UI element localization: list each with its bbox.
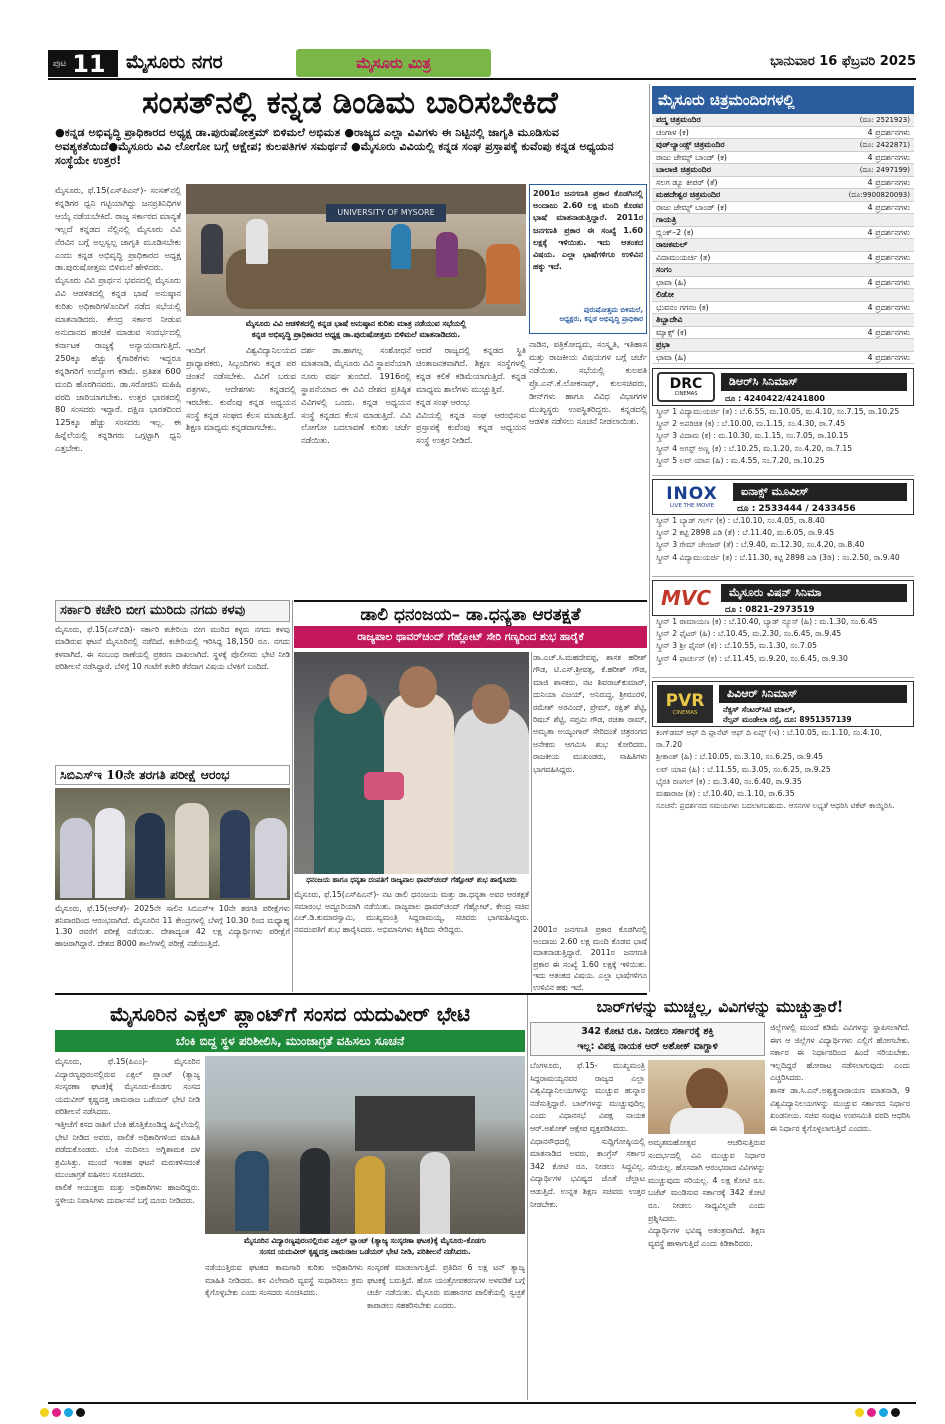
registration-dot (855, 1408, 864, 1417)
quote-credit: ಪುರುಷೋತ್ತಮ ಬಿಳಿಮಲೆ, ಅಧ್ಯಕ್ಷರು, ಕನ್ನಡ ಅಭಿವೃದ್ಧಿ ಪ್ರಾಧಿಕಾರ (559, 306, 643, 323)
plant-caption: ಮೈಸೂರಿನ ವಿದ್ಯಾರಣ್ಯಪುರಂನಲ್ಲಿರುವ ಎಕ್ಸಲ್ ಪ್ಲಾಂಟ್ (ತ್ಯಾಜ್ಯ ಸಂಸ್ಕರಣಾ ಘಟಕ)ಕ್ಕೆ ಮೈಸೂರು-ಕೊಡಗು ಸಂಸದ ಯದುವೀರ್ ಕೃಷ್ಣದತ್ತ ಚಾಮರಾಜ ಒಡೆಯರ್ ಭೇಟಿ ನೀಡಿ, ಪರಿಶೀಲನೆ ನಡೆಸಿದರು. (244, 1236, 486, 1256)
wedding-subhead: ರಾಜ್ಯಪಾಲ ಥಾವರ್‌ಚಂದ್ ಗೆಹ್ಲೋಟ್ ಸೇರಿ ಗಣ್ಯರಿಂದ ಶುಭ ಹಾರೈಕೆ (357, 630, 584, 643)
wedding-col-right: ಡಾ.ಎಚ್.ಸಿ.ಮಹದೇವಪ್ಪ, ಶಾಸಕ ಹರೀಶ್ ಗೌಡ, ಟಿ.ಎಸ್.ಶ್ರೀವತ್ಸ, ಕೆ.ಹರೀಶ್ ಗೌಡ, ಮಾಜಿ ಶಾಸಕರು, ನಟ ಶಿವರಾಜ್‌ಕುಮಾರ್, ದುನಿಯಾ ವಿಜಯ್, ಅನಿರುದ್ಧ, ಶ್ರೀಮುರಳಿ, ರಮೇಶ್ ಅರವಿಂದ್, ಪ್ರೇಮ್, ರಕ್ಷಿತ್ ಶೆಟ್ಟಿ, ರಿಷಬ್ ಶೆಟ್ಟಿ, ಸಪ್ತಮಿ ಗೌಡ, ರಚಿತಾ ರಾಮ್, ಅಮೃತಾ ಅಯ್ಯಂಗಾರ್ ಸೇರಿದಂತೆ ಚಿತ್ರರಂಗದ ಅನೇಕರು ಆಗಮಿಸಿ ಶುಭ ಕೋರಿದರು. ರಾಜಕೀಯ ಮುಖಂಡರು, ಸಾಹಿತಿಗಳು ಭಾಗವಹಿಸಿದ್ದರು. (533, 653, 647, 774)
lead-photo-caption: ಮೈಸೂರು ವಿವಿ ಆಡಳಿತದಲ್ಲಿ ಕನ್ನಡ ಭಾಷೆ ಅನುಷ್ಠಾನ ಕುರಿತು ಮಾತ್ರ ನಡೆಯುವ ಸಭೆಯಲ್ಲಿ ಕನ್ನಡ ಅಭಿವೃದ್ಧಿ ಪ್ರಾಧಿಕಾರದ ಅಧ್ಯಕ್ಷ ಡಾ.ಪುರುಷೋತ್ತಮ ಬಿಳಿಮಲೆ ಮಾತನಾಡಿದರು. (245, 319, 467, 339)
mvc-phone: ದೂ : 0821–2973519 (725, 605, 815, 615)
bars-headline: ಬಾರ್‌ಗಳನ್ನು ಮುಚ್ಚಲ್ಲ, ವಿವಿಗಳನ್ನು ಮುಚ್ಚುತ್ತಾರೆ! (596, 997, 844, 1016)
plant-banner-text: ಬೆಂಕಿ ಬಿದ್ದ ಸ್ಥಳ ಪರಿಶೀಲಿಸಿ, ಮುಂಜಾಗ್ರತೆ ವಹಿಸಲು ಸೂಚನೆ (175, 1033, 405, 1048)
lead-deck: ●ಕನ್ನಡ ಅಭಿವೃದ್ಧಿ ಪ್ರಾಧಿಕಾರದ ಅಧ್ಯಕ್ಷ ಡಾ.ಪುರುಷೋತ್ತಮ್ ಬಿಳಿಮಲೆ ಅಭಿಮತ ●ರಾಜ್ಯದ ಎಲ್ಲಾ ವಿವಿಗಳು ಈ ನಿಟ್ಟಿನಲ್ಲಿ ಜಾಗೃತಿ ಮೂಡಿಸುವ ಅವಶ್ಯಕತೆಯಿದೆ●ಮೈಸೂರು ವಿವಿ ಲೋಗೋ ಬಗ್ಗೆ ಆಕ್ಷೇಪ; ಕುಲಪತಿಗಳ ಸಮರ್ಥನೆ ●ಮೈಸೂರು ವಿವಿಯಲ್ಲಿ ಕನ್ನಡ ಸಂಘ ಪ್ರಸ್ತಾಪಕ್ಕೆ ಕುವೆಂಪು ಕನ್ನಡ ಅಧ್ಯಯನ ಸಂಸ್ಥೆಯೇ ಉತ್ತರ! (55, 126, 614, 167)
theatre-name: ವುಡ್‌ಲ್ಯಾಂಡ್ಸ್ ಚಿತ್ರಮಂದಿರ (656, 140, 725, 149)
inox-schedule: ಸ್ಕ್ರೀನ್ 1 ಬ್ಯಾಡ್ ಗರ್ಲ್ (ಕ) : ಬೆ.10.10, ಸಂ.4.05, ರಾ.8.40 ಸ್ಕ್ರೀನ್ 2 ಕಟ್ಟಿ 2898 ಎಡಿ (ತೆ) : ಬೆ.11.40, ಮ.6.05, ರಾ.9.45 ಸ್ಕ್ರೀನ್ 3 ಗೇಮ್ ಚೇಂಜರ್ (ತೆ) : ಬೆ.9.40, ಮ.12.30, ಸಂ.4.20, ರಾ.8.40 ಸ್ಕ್ರೀನ್ 4 ವಿದ್ಯಾಮುಯರ್ಚಿ (ತ) : ಬೆ.11.30, ಕಟ್ಟಿ 2898 ಎಡಿ (3ಡಿ) : ಸಂ.2.50, ರಾ.9.40 (652, 515, 914, 577)
theatre-shows: 4 ಪ್ರದರ್ಶನಗಳು (867, 327, 910, 337)
pvr-logo-sub: CINEMAS (672, 709, 698, 716)
theatre-name: ಬಾಲಾಜಿ ಚಿತ್ರಮಂದಿರ (656, 165, 711, 174)
theatre-shows: 4 ಪ್ರದರ್ಶನಗಳು (867, 177, 910, 187)
lead-col-1: ಮೈಸೂರು, ಫೆ.15(ಎಸ್‌ಪಿಎನ್)- ಸಂಸತ್‌ನಲ್ಲಿ ಕನ್ನಡಿಗರ ಧ್ವನಿ ಗಟ್ಟಿಯಾಗಿದ್ದು ಜನಪ್ರತಿನಿಧಿಗಳ ಆಯ್ಕೆ ನಡೆಯಬೇಕಿದೆ. ರಾಜ್ಯ ಸರ್ಕಾರದ ಮಾನ್ಯತೆ ಇಲ್ಲದೆ ಕನ್ನಡದ ನೆಲ್ಲಿನಲ್ಲಿ ಮೈಸೂರು ವಿವಿ ನೆರವಿನ ಬಗ್ಗೆ ಅಲ್ಪಸ್ವಲ್ಪ ಜಾಗೃತಿ ಮೂಡಿಸಬೇಕು ಎಂದು ಕನ್ನಡ ಅಭಿವೃದ್ಧಿ ಪ್ರಾಧಿಕಾರದ ಅಧ್ಯಕ್ಷ ಡಾ.ಪುರುಷೋತ್ತಮ ಬಿಳಿಮಲೆ ಹೇಳಿದರು. ಮೈಸೂರು ವಿವಿ ಪ್ರಾರ್ಥನ ಭವನದಲ್ಲಿ ಮೈಸೂರು ವಿವಿ ಆಡಳಿತದಲ್ಲಿ ಕನ್ನಡ ಭಾಷೆ ಅನುಷ್ಠಾನ ಕುರಿತು ಅಧಿಕಾರಿಗಳೊಂದಿಗೆ ನಡೆದ ಸಭೆಯಲ್ಲಿ ಮಾತನಾಡಿದರು. ಕೇಂದ್ರ ಸರ್ಕಾರ ನೀಡುವ ಅನುದಾನದ ಹಂಚಿಕೆ ಮಾಡುವ ಸಂದರ್ಭದಲ್ಲಿ ಕರ್ನಾಟಕ ರಾಜ್ಯಕ್ಕೆ ಅನ್ಯಾಯವಾಗುತ್ತಿದೆ. 250ಕ್ಕೂ ಹೆಚ್ಚು ಕೈಗಾರಿಕೆಗಳು ಇದ್ದರೂ ಕನ್ನಡಿಗರಿಗೆ ಉದ್ಯೋಗ ಕಡಿಮೆ. ಪ್ರತಿಶತ 600 ಮಂದಿ ಹೊರಗಿನವರು. ಡಾ.ಸರೋಜಿನಿ ಮಹಿಷಿ ವರದಿ ಜಾರಿಯಾಗಬೇಕು. ಉತ್ತರ ಭಾರತದಲ್ಲಿ 80 ಸಂಸದರು ಇದ್ದಾರೆ. ದಕ್ಷಿಣ ಭಾರತದಿಂದ 125ಕ್ಕೂ ಹೆಚ್ಚು ಸಂಸದರು ಇಲ್ಲ. ಈ ಹಿನ್ನೆಲೆಯಲ್ಲಿ ಕನ್ನಡಿಗರು ಒಗ್ಗಟ್ಟಾಗಿ ಧ್ವನಿ ಎತ್ತಬೇಕು. (55, 185, 181, 454)
drc-logo-sub: CINEMAS (674, 391, 698, 397)
registration-dot (52, 1408, 61, 1417)
masthead-box (296, 49, 491, 77)
theatre-phone: (ದೂ:9900820093) (848, 191, 910, 199)
theatre-name: ಮಹದೇಶ್ವರ ಚಿತ್ರಮಂದಿರ (656, 190, 721, 199)
theatre-phone: (ದೂ: 2497199) (859, 166, 910, 174)
registration-dot (867, 1408, 876, 1417)
bars-col-3: ಜಿಲ್ಲೆಗಳಲ್ಲಿ ಮುಂದೆ ಕಡಿಮೆ ವಿವಿಗಳನ್ನು ಸ್ಥಾಪಿಸಲಾಗಿದೆ. ಈಗ ಆ ಜಿಲ್ಲೆಗಳ ವಿದ್ಯಾರ್ಥಿಗಳು ಎಲ್ಲಿಗೆ ಹೋಗಬೇಕು. ಸರ್ಕಾರ ಈ ನಿರ್ಧಾರದಿಂದ ಹಿಂದೆ ಸರಿಯಬೇಕು. ಇಲ್ಲದಿದ್ದರೆ ಹೋರಾಟ ನಡೆಸಲಾಗುವುದು ಎಂದು ಎಚ್ಚರಿಸಿದರು. ಶಾಸಕ ಡಾ.ಸಿ.ಎನ್.ಅಶ್ವತ್ಥನಾರಾಯಣ ಮಾತನಾಡಿ, 9 ವಿಶ್ವವಿದ್ಯಾನಿಲಯಗಳನ್ನು ಮುಚ್ಚುವ ಸರ್ಕಾರದ ನಿರ್ಧಾರ ಖಂಡನೀಯ. ಸಚಿವ ಸಂಪುಟ ಉಪಸಮಿತಿ ವರದಿ ಆಧರಿಸಿ ಈ ನಿರ್ಧಾರ ಕೈಗೊಳ್ಳಲಾಗುತ್ತಿದೆ ಎಂದರು. (770, 1023, 910, 1133)
lead-col-2: ಇಂದಿಗೆ ವಿಶ್ವವಿದ್ಯಾನಿಲಯದ ಪ್ರಾಧ್ಯಾಪಕರು, ಸಿಬ್ಬಂದಿಗಳು ಕನ್ನಡ ಪರ ಚಿಂತನೆ ನಡೆಸಬೇಕು. ವಿವಿಗೆ ಬರುವ ಪತ್ರಗಳು, ಆದೇಶಗಳು ಕನ್ನಡದಲ್ಲಿ ಇರಬೇಕು. ಕುವೆಂಪು ಕನ್ನಡ ಅಧ್ಯಯನ ಸಂಸ್ಥೆ ಕನ್ನಡ ಸಂಘದ ಕೆಲಸ ಮಾಡುತ್ತಿದೆ. ಶಿಕ್ಷಣ ಮಾಧ್ಯಮ ಕನ್ನಡವಾಗಬೇಕು. (186, 345, 296, 433)
lead-col-3: ದರ್ಶ ಡಾ.ಹಾಗಲ್ಲ ಸಂಶೋಧನೆ ಮಾತನಾಡಿ, ಮೈಸೂರು ವಿವಿ ಸ್ಥಾಪನೆಯಾಗಿ ನೂರು ವರ್ಷ ತುಂಬಿದೆ. 1916ರಲ್ಲಿ ಸ್ಥಾಪನೆಯಾದ ಈ ವಿವಿ ದೇಶದ ಪ್ರತಿಷ್ಠಿತ ವಿವಿಗಳಲ್ಲಿ ಒಂದು. ಕನ್ನಡ ಅಧ್ಯಯನ ಸಂಸ್ಥೆ ಕನ್ನಡದ ಕೆಲಸ ಮಾಡುತ್ತಿದೆ. ವಿವಿ ಲೋಗೋ ಬದಲಾವಣೆ ಕುರಿತು ಚರ್ಚೆ ನಡೆಯಿತು. (301, 345, 411, 446)
theatre-show-row (652, 152, 914, 165)
theatre-name: ಗಾಯತ್ರಿ (656, 215, 677, 224)
theatre-phone: (ದೂ: 2422871) (859, 141, 910, 149)
theatre-name-row (652, 214, 914, 227)
registration-dot (891, 1408, 900, 1417)
wedding-col-right-2: 2001ರ ಜನಗಣತಿ ಪ್ರಕಾರ ಕೊಡಗಿನಲ್ಲಿ ಅಂದಾಜು 2.60 ಲಕ್ಷ ಮಂದಿ ಕೊಡವ ಭಾಷೆ ಮಾತನಾಡುತ್ತಿದ್ದಾರೆ. 2011ರ ಜನಗಣತಿ ಪ್ರಕಾರ ಈ ಸಂಖ್ಯೆ 1.60 ಲಕ್ಷಕ್ಕೆ ಇಳಿಯಿತು. ಇದು ಆತಂಕದ ವಿಷಯ. ಎಲ್ಲಾ ಭಾಷೆಗಳಿಗೂ ಉಳಿವಿನ ಹಕ್ಕು ಇದೆ. (533, 925, 647, 991)
plant-photo (205, 1056, 525, 1234)
registration-dot (76, 1408, 85, 1417)
wedding-caption: ಧನಂಜಯ ಹಾಗೂ ಧನ್ಯತಾ ದಂಪತಿಗೆ ರಾಜ್ಯಪಾಲ ಥಾವರ್‌ಚಂದ್ ಗೆಹ್ಲೋಟ್ ಶುಭ ಹಾರೈಸಿದರು (306, 876, 517, 884)
sidebar-title: ಮೈಸೂರು ಚಿತ್ರಮಂದಿರಗಳಲ್ಲಿ (658, 91, 795, 109)
theatre-movie: ವಿದಾಮುಯರ್ಚಿ (ತ) (656, 252, 711, 262)
office-headline-box (55, 600, 290, 622)
theatre-shows: 4 ಪ್ರದರ್ಶನಗಳು (867, 202, 910, 212)
wedding-headline: ಡಾಲಿ ಧನಂಜಯ– ಡಾ.ಧನ್ಯತಾ ಆರತಕ್ಷತೆ (360, 605, 581, 625)
pvr-subname: ನೆಕ್ಸಸ್ ಸೆಂಟರ್‌ಸಿಟಿ ಮಾಲ್, (723, 705, 796, 714)
drc-banner (652, 368, 914, 406)
bars-subhead-box (530, 1022, 765, 1056)
office-headline: ಸರ್ಕಾರಿ ಕಚೇರಿ ಬೀಗ ಮುರಿದು ನಗದು ಕಳವು (60, 603, 246, 618)
theatre-show-row (652, 252, 914, 265)
theatre-shows: 4 ಪ್ರದರ್ಶನಗಳು (867, 152, 910, 162)
lead-col-5: ನಾಡಿನ, ಪತ್ರಿಕೋದ್ಯಮ, ಸಂಸ್ಕೃತಿ, ಇತಿಹಾಸ ಮತ್ತು ರಾಜಕೀಯ ವಿಷಯಗಳ ಬಗ್ಗೆ ಚರ್ಚೆ ನಡೆಯಿತು. ಸಭೆಯಲ್ಲಿ ಕುಲಪತಿ ಪ್ರೊ.ಎನ್.ಕೆ.ಲೋಕನಾಥ್, ಕುಲಸಚಿವರು, ಡೀನ್‌ಗಳು ಹಾಗೂ ವಿವಿಧ ವಿಭಾಗಗಳ ಮುಖ್ಯಸ್ಥರು ಉಪಸ್ಥಿತರಿದ್ದರು. ಕನ್ನಡದಲ್ಲಿ ಆಡಳಿತ ನಡೆಸಲು ಸೂಚನೆ ನೀಡಲಾಯಿತು. (529, 339, 647, 427)
inox-logo-text: INOX (666, 483, 718, 504)
inox-phone: ದೂ : 2533444 / 2433456 (737, 504, 856, 514)
wedding-subhead-box (294, 626, 647, 648)
mvc-schedule: ಸ್ಕ್ರೀನ್ 1 ರಾಮಾಯಣ (ಕ) : ಬೆ.10.40, ಬ್ಯಾಡ್ ನ್ಯೂಸ್ (ಹಿ) : ಮ.1.30, ಸಂ.6.45 ಸ್ಕ್ರೀನ್ 2 ಫೈಟರ್ (ಹಿ) : ಬೆ.10.45, ಮ.2.30, ಸಂ.6.45, ರಾ.9.45 ಸ್ಕ್ರೀನ್ 3 ಶ್ರೀ ಫೈನರ್ (ಕ) : ಬೆ.10.55, ಮ.1.30, ಸಂ.7.05 ಸ್ಕ್ರೀನ್ 4 ಫಾರ್ಚುನ್ (ಕ) : ಬೆ.11.45, ಮ.9.20, ಸಂ.6.45, ರಾ.9.30 (652, 616, 914, 678)
theatre-name: ರಾಜಕಮಲ್ (656, 240, 688, 249)
theatre-show-row (652, 127, 914, 140)
theatre-show-row (652, 327, 914, 340)
theatre-shows: 4 ಪ್ರದರ್ಶನಗಳು (867, 302, 910, 312)
theatre-movie: ಚಂಗಾಳ (ಕ) (656, 127, 689, 137)
theatre-show-row (652, 352, 914, 365)
bars-col-1: ಬೆಂಗಳೂರು, ಫೆ.15- ಮುಖ್ಯಮಂತ್ರಿ ಸಿದ್ದರಾಮಯ್ಯನವರ ರಾಜ್ಯದ ಎಲ್ಲಾ ವಿಶ್ವವಿದ್ಯಾನಿಲಯಗಳನ್ನು ಮುಚ್ಚುವ ಹುನ್ನಾರ ನಡೆಸುತ್ತಿದ್ದಾರೆ. ಬಾರ್‌ಗಳನ್ನು ಮುಚ್ಚುವುದಿಲ್ಲ ಎಂದು ವಿಧಾನಸಭೆ ವಿಪಕ್ಷ ನಾಯಕ ಆರ್.ಅಶೋಕ್ ಆಕ್ಷೇಪ ವ್ಯಕ್ತಪಡಿಸಿದರು. ವಿಧಾನಸೌಧದಲ್ಲಿ ಸುದ್ದಿಗೋಷ್ಠಿಯಲ್ಲಿ ಮಾತನಾಡಿದ ಅವರು, ಕಾಂಗ್ರೆಸ್ ಸರ್ಕಾರ 342 ಕೋಟಿ ರೂ. ನೀಡಲು ಸಿದ್ಧವಿಲ್ಲ. ವಿದ್ಯಾರ್ಥಿಗಳ ಭವಿಷ್ಯದ ಜೊತೆ ಚೆಲ್ಲಾಟ ಆಡುತ್ತಿದೆ. ಉನ್ನತ ಶಿಕ್ಷಣ ಸಚಿವರು ಉತ್ತರ ನೀಡಬೇಕು. (530, 1061, 645, 1209)
theatre-name: ಪ್ರಭಾ (656, 340, 670, 349)
sslc-headline: ಸಿಬಿಎಸ್‌ಇ 10ನೇ ತರಗತಿ ಪರೀಕ್ಷೆ ಆರಂಭ (60, 767, 230, 782)
sslc-photo (55, 788, 290, 900)
pvr-schedule: ಕಿಂಗ್‌ಡಮ್ ಆಫ್ ದಿ ಪ್ಲಾನೆಟ್ ಆಫ್ ದಿ ಏಪ್ಸ್ (ಇ) : ಬೆ.10.05, ಮ.1.10, ಸಂ.4.10, ರಾ.7.20 ಶ್ರೀಕಾಂತ್ (ಹಿ) : ಬೆ.10.05, ಮ.3.10, ಸಂ.6.25, ರಾ.9.45 ಲವ್ ಯಾಪ (ಹಿ) : ಬೆ.11.55, ಮ.3.05, ಸಂ.6.25, ರಾ.9.25 ಭೈರತಿ ರಣಗಲ್ (ಕ) : ಮ.3.40, ಸಂ.6.40, ರಾ.9.35 ಮಹಾರಾಜ (ತ) : ಬೆ.10.40, ಮ.1.10, ರಾ.6.35 ಸೂಚನೆ: ಪ್ರದರ್ಶನದ ಸಮಯಗಳು ಬದಲಾಗಬಹುದು. ಆಸನಗಳ ಲಭ್ಯತೆ ಆಧರಿಸಿ ಟಿಕೆಟ್ ಕಾಯ್ದಿರಿಸಿ. (656, 728, 895, 811)
drc-logo (657, 372, 715, 402)
sslc-headline-box (55, 765, 290, 785)
theatre-name: ಪದ್ಮ ಚಿತ್ರಮಂದಿರ (656, 115, 701, 124)
wedding-photo (294, 652, 529, 874)
theatre-movie: ಭುವನಂ ಗಗನಂ (ಕ) (656, 302, 709, 312)
theatre-name-row (652, 139, 914, 152)
theatre-show-row (652, 227, 914, 240)
masthead: ಮೈಸೂರು ಮಿತ್ರ (356, 54, 431, 72)
office-text: ಮೈಸೂರು, ಫೆ.15(ಎಸ್‌ಬಿಡಿ)- ಸರ್ಕಾರಿ ಕಚೇರಿಯ ಬೀಗ ಮುರಿದ ಕಳ್ಳರು ನಗದು ಕಳವು ಮಾಡಿರುವ ಘಟನೆ ಮೈಸೂರಿನಲ್ಲಿ ನಡೆದಿದೆ. ಕಚೇರಿಯಲ್ಲಿ ಇರಿಸಿದ್ದ 18,150 ರೂ. ನಗದು ಕಳವಾಗಿದೆ. ಈ ಸಂಬಂಧ ಠಾಣೆಯಲ್ಲಿ ಪ್ರಕರಣ ದಾಖಲಾಗಿದೆ. ಸ್ಥಳಕ್ಕೆ ಪೊಲೀಸರು ಭೇಟಿ ನೀಡಿ ಪರಿಶೀಲನೆ ನಡೆಸಿದ್ದಾರೆ. ಬೆಳಿಗ್ಗೆ 10 ಗಂಟೆಗೆ ಕಚೇರಿ ತೆರೆದಾಗ ವಿಷಯ ಬೆಳಕಿಗೆ ಬಂದಿದೆ. (55, 625, 290, 672)
drc-name: ಡಿಆರ್‌ಸಿ ಸಿನಿಮಾಸ್ (721, 373, 907, 391)
theatre-name: ಸಂಗಂ (656, 265, 672, 274)
theatre-name-row (652, 289, 914, 302)
lead-headline: ಸಂಸತ್‌ನಲ್ಲಿ ಕನ್ನಡ ಡಿಂಡಿಮ ಬಾರಿಸಬೇಕಿದೆ (142, 85, 558, 121)
plant-col-1: ಮೈಸೂರು, ಫೆ.15(ಪಿಎಂ)- ಮೈಸೂರಿನ ವಿದ್ಯಾರಣ್ಯಪುರಂನಲ್ಲಿರುವ ಎಕ್ಸಲ್ ಪ್ಲಾಂಟ್ (ತ್ಯಾಜ್ಯ ಸಂಸ್ಕರಣಾ ಘಟಕ)ಕ್ಕೆ ಮೈಸೂರು-ಕೊಡಗು ಸಂಸದ ಯದುವೀರ್ ಕೃಷ್ಣದತ್ತ ಚಾಮರಾಜ ಒಡೆಯರ್ ಭೇಟಿ ನೀಡಿ ಪರಿಶೀಲನೆ ನಡೆಸಿದರು. ಇತ್ತೀಚೆಗೆ ಕಸದ ರಾಶಿಗೆ ಬೆಂಕಿ ಹೊತ್ತಿಕೊಂಡಿದ್ದ ಹಿನ್ನೆಲೆಯಲ್ಲಿ ಭೇಟಿ ನೀಡಿದ ಅವರು, ಪಾಲಿಕೆ ಅಧಿಕಾರಿಗಳಿಂದ ಮಾಹಿತಿ ಪಡೆದುಕೊಂಡರು. ಬೆಂಕಿ ನಂದಿಸಲು ಅಗ್ನಿಶಾಮಕ ದಳ ಶ್ರಮಿಸಿತ್ತು. ಮುಂದೆ ಇಂತಹ ಘಟನೆ ಮರುಕಳಿಸದಂತೆ ಮುಂಜಾಗ್ರತೆ ವಹಿಸಲು ಸೂಚಿಸಿದರು. ಪಾಲಿಕೆ ಆಯುಕ್ತರು ಮತ್ತು ಅಧಿಕಾರಿಗಳು ಹಾಜರಿದ್ದರು. ಸ್ಥಳೀಯ ನಿವಾಸಿಗಳು ದುರ್ವಾಸನೆ ಬಗ್ಗೆ ದೂರು ನೀಡಿದರು. (55, 1057, 200, 1205)
theatre-show-row (652, 202, 914, 215)
wedding-col-bottom: ಮೈಸೂರು, ಫೆ.15(ಎಸ್‌ಪಿಎನ್)- ನಟ ಡಾಲಿ ಧನಂಜಯ ಮತ್ತು ಡಾ.ಧನ್ಯತಾ ಅವರ ಆರತಕ್ಷತೆ ಸಮಾರಂಭ ಅದ್ದೂರಿಯಾಗಿ ನಡೆಯಿತು. ರಾಜ್ಯಪಾಲ ಥಾವರ್‌ಚಂದ್ ಗೆಹ್ಲೋಟ್, ಕೇಂದ್ರ ಸಚಿವ ಎಚ್.ಡಿ.ಕುಮಾರಸ್ವಾಮಿ, ಮುಖ್ಯಮಂತ್ರಿ ಸಿದ್ದರಾಮಯ್ಯ, ಸಚಿವರು ಭಾಗವಹಿಸಿದ್ದರು. ನವದಂಪತಿಗೆ ಶುಭ ಹಾರೈಸಿದರು. ಅಭಿಮಾನಿಗಳು ಕಿಕ್ಕಿರಿದು ಸೇರಿದ್ದರು. (294, 890, 529, 934)
theatre-name-row (652, 114, 914, 127)
theatre-movie: ಮ್ಯಾಕ್ಸ್ (ಕ) (656, 327, 687, 337)
cinema-sidebar (652, 86, 914, 986)
lead-col-4: ಆದರೆ ರಾಜ್ಯದಲ್ಲಿ ಕನ್ನಡದ ಸ್ಥಿತಿ ಚಿಂತಾಜನಕವಾಗಿದೆ. ಶಿಕ್ಷಣ ಸಂಸ್ಥೆಗಳಲ್ಲಿ ಕನ್ನಡ ಕಲಿಕೆ ಕಡಿಮೆಯಾಗುತ್ತಿದೆ. ಕನ್ನಡ ಮಾಧ್ಯಮ ಶಾಲೆಗಳು ಮುಚ್ಚುತ್ತಿವೆ. ಕನ್ನಡ ಸಂಘ ಆರಂಭ ವಿವಿಯಲ್ಲಿ ಕನ್ನಡ ಸಂಘ ಆರಂಭಿಸುವ ಪ್ರಸ್ತಾಪಕ್ಕೆ ಕುವೆಂಪು ಕನ್ನಡ ಅಧ್ಯಯನ ಸಂಸ್ಥೆ ಉತ್ತರ ನೀಡಿದೆ. (416, 345, 526, 446)
mvc-logo-text: MVC (660, 586, 712, 610)
theatre-name-row (652, 339, 914, 352)
pvr-logo-text: PVR (665, 690, 705, 711)
theatre-name-row (652, 264, 914, 277)
drc-schedule: ಸ್ಕ್ರೀನ್ 1 ವಿದ್ಯಾಮುಯರ್ಚಿ (ತ) : ಬೆ.6.55, ಮ.10.05, ಮ.4.10, ಸಂ.7.15, ರಾ.10.25 ಸ್ಕ್ರೀನ್ 2 ಅಪರಿಚಿತ (ಕ) : ಬೆ.10.00, ಮ.1.15, ಸಂ.4.30, ರಾ.7.45 ಸ್ಕ್ರೀನ್ 3 ವಿದಾಮ (ಕ) : ಮ.10.30, ಮ.1.15, ಸಂ.7.05, ರಾ.10.15 ಸ್ಕ್ರೀನ್ 4 ಅಗಸ್ಟ್ ಅಣ್ಣ (ಕ) : ಬೆ.10.25, ಮ.1.20, ಸಂ.4.20, ರಾ.7.15 ಸ್ಕ್ರೀನ್ 5 ಲವ್ ಯಾಪ (ಹಿ) : ಮ.4.55, ಸಂ.7.20, ರಾ.10.25 (652, 406, 914, 476)
page-number-badge (48, 50, 118, 77)
registration-dot (40, 1408, 49, 1417)
page-header (48, 46, 916, 80)
theatre-movie: ಛಾವಾ (ಹಿ) (656, 352, 687, 362)
inox-banner (652, 479, 914, 515)
drc-logo-text: DRC (669, 376, 703, 392)
plant-banner (55, 1030, 525, 1052)
wedding-headline-box (294, 600, 647, 626)
mvc-banner (652, 580, 914, 616)
theatre-shows: 4 ಪ್ರದರ್ಶನಗಳು (867, 352, 910, 362)
theatre-movie: ಛಾವಾ (ಹಿ) (656, 277, 687, 287)
sidebar-title-box (652, 86, 914, 114)
theatre-phone: (ದೂ: 2521923) (859, 116, 910, 124)
mvc-logo (657, 584, 715, 612)
registration-dot (879, 1408, 888, 1417)
theatre-name: ಲಿಡೋ (656, 290, 674, 299)
bars-subhead: 342 ಕೋಟಿ ರೂ. ನೀಡಲು ಸರ್ಕಾರಕ್ಕೆ ಶಕ್ತಿ ಇಲ್ಲ: ವಿಪಕ್ಷ ನಾಯಕ ಆರ್ ಅಶೋಕ್ ವಾಗ್ದಾಳಿ (577, 1026, 718, 1052)
theatre-shows: 4 ಪ್ರದರ್ಶನಗಳು (867, 252, 910, 262)
theatre-name: ತಿಬ್ಬಾದೇವಿ (656, 315, 683, 324)
ashok-photo (648, 1060, 765, 1134)
theatre-list (652, 114, 914, 364)
registration-dot (64, 1408, 73, 1417)
drc-phone: ದೂ : 4240422/4241800 (725, 394, 825, 403)
theatre-movie: ರಾಜು ಜೇಮ್ಸ್ ಬಾಂಡ್ (ಕ) (656, 202, 727, 212)
plant-col-2: ನಡೆಯುತ್ತಿರುವ ಘಟಕದ ಕಾಮಗಾರಿ ಕುರಿತು ಅಧಿಕಾರಿಗಳು ಮಾಹಿತಿ ನೀಡಿದರು. ಕಸ ವಿಲೇವಾರಿ ವ್ಯವಸ್ಥೆ ಸುಧಾರಿಸಲು ಕ್ರಮ ಕೈಗೊಳ್ಳಬೇಕು ಎಂದು ಸಂಸದರು ಸೂಚಿಸಿದರು. (205, 1263, 363, 1298)
theatre-name-row (652, 239, 914, 252)
lead-quote-box (529, 184, 647, 334)
inox-name: ಐನಾಕ್ಸ್ ಮೂವೀಸ್ (733, 483, 907, 501)
quote-text: 2001ರ ಜನಗಣತಿ ಪ್ರಕಾರ ಕೊಡಗಿನಲ್ಲಿ ಅಂದಾಜು 2.60 ಲಕ್ಷ ಮಂದಿ ಕೊಡವ ಭಾಷೆ ಮಾತನಾಡುತ್ತಿದ್ದಾರೆ. 2011ರ ಜನಗಣತಿ ಪ್ರಕಾರ ಈ ಸಂಖ್ಯೆ 1.60 ಲಕ್ಷಕ್ಕೆ ಇಳಿಯಿತು. ಇದು ಆತಂಕದ ವಿಷಯ. ಎಲ್ಲಾ ಭಾಷೆಗಳಿಗೂ ಉಳಿವಿನ ಹಕ್ಕು ಇದೆ. (533, 189, 643, 272)
sslc-text: ಮೈಸೂರು, ಫೆ.15(ಆರ್‌ಕೆ)- 2025ನೇ ಸಾಲಿನ ಸಿಬಿಎಸ್‌ಇ 10ನೇ ತರಗತಿ ಪರೀಕ್ಷೆಗಳು ಶನಿವಾರದಿಂದ ಆರಂಭವಾಗಿದೆ. ಮೈಸೂರಿನ 11 ಕೇಂದ್ರಗಳಲ್ಲಿ ಬೆಳಗ್ಗೆ 10.30 ರಿಂದ ಮಧ್ಯಾಹ್ನ 1.30 ರವರೆಗೆ ಪರೀಕ್ಷೆ ನಡೆಯಿತು. ದೇಶಾದ್ಯಂತ 42 ಲಕ್ಷ ವಿದ್ಯಾರ್ಥಿಗಳು ಪರೀಕ್ಷೆಗೆ ಹಾಜರಾಗಿದ್ದಾರೆ. ದೇಶದ 8000 ಶಾಲೆಗಳಲ್ಲಿ ಪರೀಕ್ಷೆ ನಡೆಯುತ್ತಿದೆ. (55, 904, 290, 948)
theatre-shows: 4 ಪ್ರದರ್ಶನಗಳು (867, 277, 910, 287)
theatre-name-row (652, 189, 914, 202)
theatre-show-row (652, 302, 914, 315)
theatre-show-row (652, 277, 914, 290)
theatre-shows: 4 ಪ್ರದರ್ಶನಗಳು (867, 127, 910, 137)
pvr-name: ಪಿವಿಆರ್ ಸಿನಿಮಾಸ್ (719, 685, 907, 703)
theatre-movie: ಬ್ಲಿಂಕ್–2 (ಕ) (656, 227, 694, 237)
pvr-phone: ನೆಲ್ಸನ್ ಮಂಡೇಲಾ ರಸ್ತೆ, ದೂ: 8951357139 (723, 715, 852, 724)
section-title: ಮೈಸೂರು ನಗರ (126, 51, 223, 73)
theatre-show-row (652, 177, 914, 190)
theatre-movie: ರಾಜು ಜೇಮ್ಸ್ ಬಾಂಡ್ (ಕ) (656, 152, 727, 162)
pvr-logo (657, 685, 713, 723)
plant-col-3: ಸಂಸ್ಕರಣೆ ಮಾಡಲಾಗುತ್ತಿದೆ. ಪ್ರತಿದಿನ 6 ಲಕ್ಷ ಟನ್ ತ್ಯಾಜ್ಯ ಘಟಕಕ್ಕೆ ಬರುತ್ತಿದೆ. ಹೊಸ ಯಂತ್ರೋಪಕರಣಗಳ ಅಳವಡಿಕೆ ಬಗ್ಗೆ ಚರ್ಚೆ ನಡೆಯಿತು. ಮೈಸೂರು ಮಹಾನಗರ ಪಾಲಿಕೆಯಲ್ಲಿ ಸ್ವಚ್ಛತೆ ಕಾಪಾಡಲು ಸಹಕರಿಸಬೇಕು ಎಂದರು. (367, 1263, 525, 1310)
page-label: ಪುಟ (53, 58, 67, 69)
inox-logo-sub: LIVE THE MOVIE (669, 502, 715, 509)
page-number: 11 (72, 49, 106, 78)
plant-headline: ಮೈಸೂರಿನ ಎಕ್ಸಲ್ ಪ್ಲಾಂಟ್‌ಗೆ ಸಂಸದ ಯದುವೀರ್ ಭೇಟಿ (109, 1002, 470, 1026)
bars-col-2: ಅಮೃತಮಹೋತ್ಸವ ಆಚರಿಸುತ್ತಿರುವ ಸಂದರ್ಭದಲ್ಲಿ ವಿವಿ ಮುಚ್ಚುವ ನಿರ್ಧಾರ ಸರಿಯಲ್ಲ. ಹೊಸದಾಗಿ ಆರಂಭವಾದ ವಿವಿಗಳನ್ನು ಮುಚ್ಚುವುದು ಸರಿಯಲ್ಲ. 4 ಲಕ್ಷ ಕೋಟಿ ರೂ. ಬಜೆಟ್ ಮಂಡಿಸುವ ಸರ್ಕಾರಕ್ಕೆ 342 ಕೋಟಿ ರೂ. ನೀಡಲು ಸಾಧ್ಯವಿಲ್ಲವೇ ಎಂದು ಪ್ರಶ್ನಿಸಿದರು. ವಿದ್ಯಾರ್ಥಿಗಳ ಭವಿಷ್ಯ ಅತಂತ್ರವಾಗಿದೆ. ಶಿಕ್ಷಣ ವ್ಯವಸ್ಥೆ ಹಾಳಾಗುತ್ತಿದೆ ಎಂದು ಕಿಡಿಕಾರಿದರು. (648, 1138, 765, 1248)
lead-photo: UNIVERSITY OF MYSORE (186, 184, 526, 316)
theatre-movie: ಸಲಗ ಡ್ಯೂ ಕೀಪರ್ (ತೆ) (656, 177, 718, 187)
pvr-banner (652, 681, 914, 727)
theatre-name-row (652, 164, 914, 177)
theatre-name-row (652, 314, 914, 327)
inox-logo (657, 483, 727, 511)
issue-date: ಭಾನುವಾರ 16 ಫೆಬ್ರವರಿ 2025 (770, 54, 916, 69)
mvc-name: ಮೈಸೂರು ವಿಷನ್ ಸಿನಿಮಾ (721, 584, 907, 602)
theatre-shows: 4 ಪ್ರದರ್ಶನಗಳು (867, 227, 910, 237)
